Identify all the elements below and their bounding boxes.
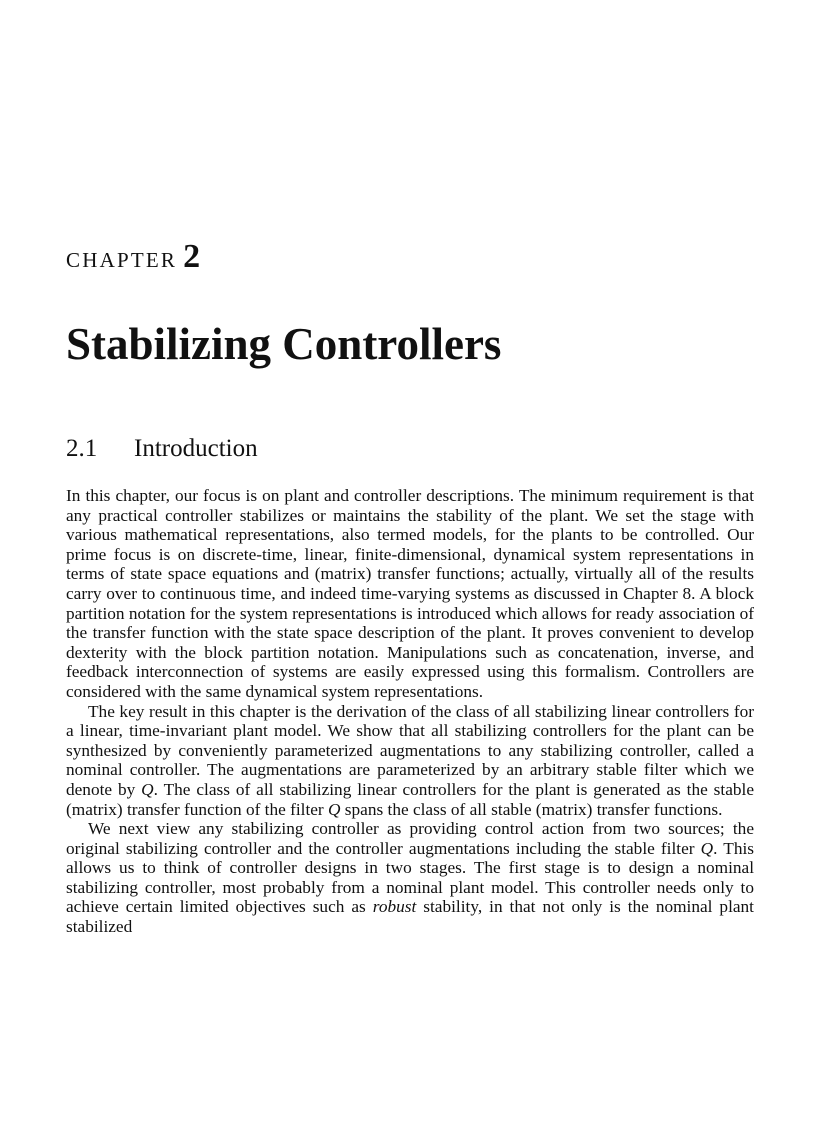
paragraph-3-text-a: We next view any stabilizing controller as providing control action from two sources; the original stabilizing controller and the controller augmentations including the stable filter: [66, 819, 754, 858]
paragraph-1: In this chapter, our focus is on plant and controller descriptions. The minimum requirement is that any practical controller stabilizes or maintains the stability of the plant. We set the stage with various mathematical representations, also termed models, for the plants to be controlled. Our prime focus is on discrete-time, linear, finite-dimensional, dynamical system representations in terms of state space equations and (matrix) transfer functions; actually, virtually all of the results carry over to continuous time, and indeed time-varying systems as discussed in Chapter 8. A block partition notation for the system representations is introduced which allows for ready association of the transfer function with the state space description of the plant. It proves convenient to develop dexterity with the block partition notation. Manipulations such as concatenation, inverse, and feedback interconnection of systems are easily expressed using this formalism. Controllers are considered with the same dynamical system representations.: [66, 486, 754, 701]
paragraph-3: [66, 819, 754, 937]
section-number: 2.1: [66, 435, 98, 462]
paragraph-2-text-c: spans the class of all stable (matrix) transfer functions.: [340, 799, 723, 819]
paragraph-3-text-c: stability, in that not only is the nominal plant stabilized: [66, 897, 754, 937]
paragraph-2: [66, 702, 754, 820]
chapter-title: Stabilizing Controllers: [66, 319, 502, 369]
chapter-number: 2: [183, 238, 201, 275]
paragraph-2-text-a: The key result in this chapter is the derivation of the class of all stabilizing linear controllers for a linear, time-invariant plant model. We show that all stabilizing controllers for the plant can be synthesized by conveniently parameterized augmentations to any stabilizing controller, called a nominal controller. The augmentations are parameterized by an arbitrary stable filter which we denote by: [66, 701, 754, 799]
section-title: Introduction: [134, 435, 258, 462]
math-q: Q: [700, 838, 714, 858]
paragraph-2-text-b: . The class of all stabilizing linear controllers for the plant is generated as the stable (matrix) transfer function of the filter: [66, 779, 754, 819]
math-q: Q: [141, 779, 154, 799]
section-heading: [66, 432, 258, 466]
math-q: Q: [328, 799, 341, 819]
chapter-label: [66, 238, 200, 276]
body-text: [66, 486, 754, 937]
emphasis-robust: robust: [372, 897, 417, 917]
paragraph-3-text-b: . This allows us to think of controller designs in two stages. The first stage is to design a nominal stabilizing controller, most probably from a nominal plant model. This controller needs only to achieve certain limited objectives such as: [66, 838, 754, 917]
chapter-word: CHAPTER: [66, 248, 178, 272]
